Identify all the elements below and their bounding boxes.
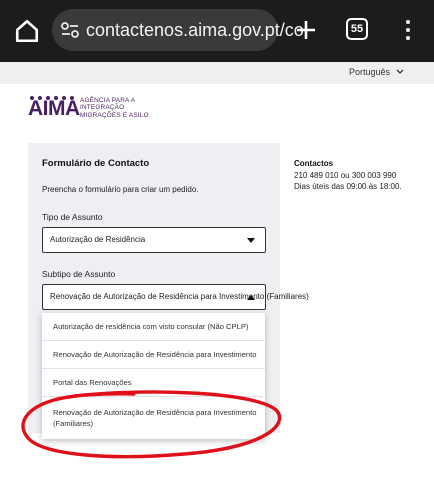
site-settings-icon[interactable] — [60, 21, 80, 39]
caret-up-icon — [247, 295, 255, 300]
logo-wordmark: AIMA — [28, 97, 80, 120]
dropdown-option[interactable]: Renovação de Autorização de Residência para Investimento — [42, 341, 265, 369]
subject-subtype-select[interactable] — [42, 284, 309, 310]
language-selector[interactable] — [349, 67, 404, 77]
language-label: Português — [348, 67, 390, 77]
subject-type-label: Tipo de Assunto — [42, 212, 103, 222]
subject-subtype-label: Subtipo de Assunto — [42, 269, 116, 279]
dropdown-option[interactable]: Portal das Renovações — [42, 369, 265, 397]
caret-down-icon — [247, 238, 255, 243]
aima-logo[interactable] — [28, 96, 149, 120]
url-text[interactable]: contactenos.aima.gov.pt/co — [86, 20, 304, 40]
subject-subtype-value: Renovação de Autorização de Residência para Investimento (Familiares) — [50, 292, 309, 301]
browser-toolbar — [0, 0, 434, 62]
language-bar — [0, 62, 434, 84]
dropdown-option[interactable]: Autorização de residência com visto consular (Não CPLP) — [42, 313, 265, 341]
dropdown-option[interactable]: Renovação de Autorização de Residência para Investimento (Familiares) — [53, 408, 257, 428]
subject-type-select[interactable] — [42, 227, 266, 253]
address-bar[interactable] — [52, 9, 304, 51]
tab-switcher-button[interactable]: 55 — [346, 18, 368, 40]
contacts-block — [294, 158, 402, 193]
contacts-phones: 210 489 010 ou 300 003 990 — [294, 170, 397, 180]
subtype-dropdown-list — [42, 313, 265, 439]
logo-tagline: AGÊNCIA PARA A INTEGRAÇÃO MIGRAÇÕES E ASILO — [80, 96, 149, 119]
more-menu-icon[interactable] — [398, 14, 418, 46]
contacts-hours: Dias úteis das 09:00 às 18:00. — [294, 182, 402, 191]
contacts-title: Contactos — [294, 159, 334, 168]
home-icon[interactable] — [10, 14, 44, 48]
form-title: Formulário de Contacto — [42, 158, 150, 169]
chevron-down-icon — [396, 69, 404, 75]
subject-type-value: Autorização de Residência — [50, 235, 146, 244]
form-intro: Preencha o formulário para criar um pedido. — [42, 185, 199, 194]
new-tab-icon[interactable] — [290, 14, 322, 46]
logo-mark — [28, 96, 80, 120]
